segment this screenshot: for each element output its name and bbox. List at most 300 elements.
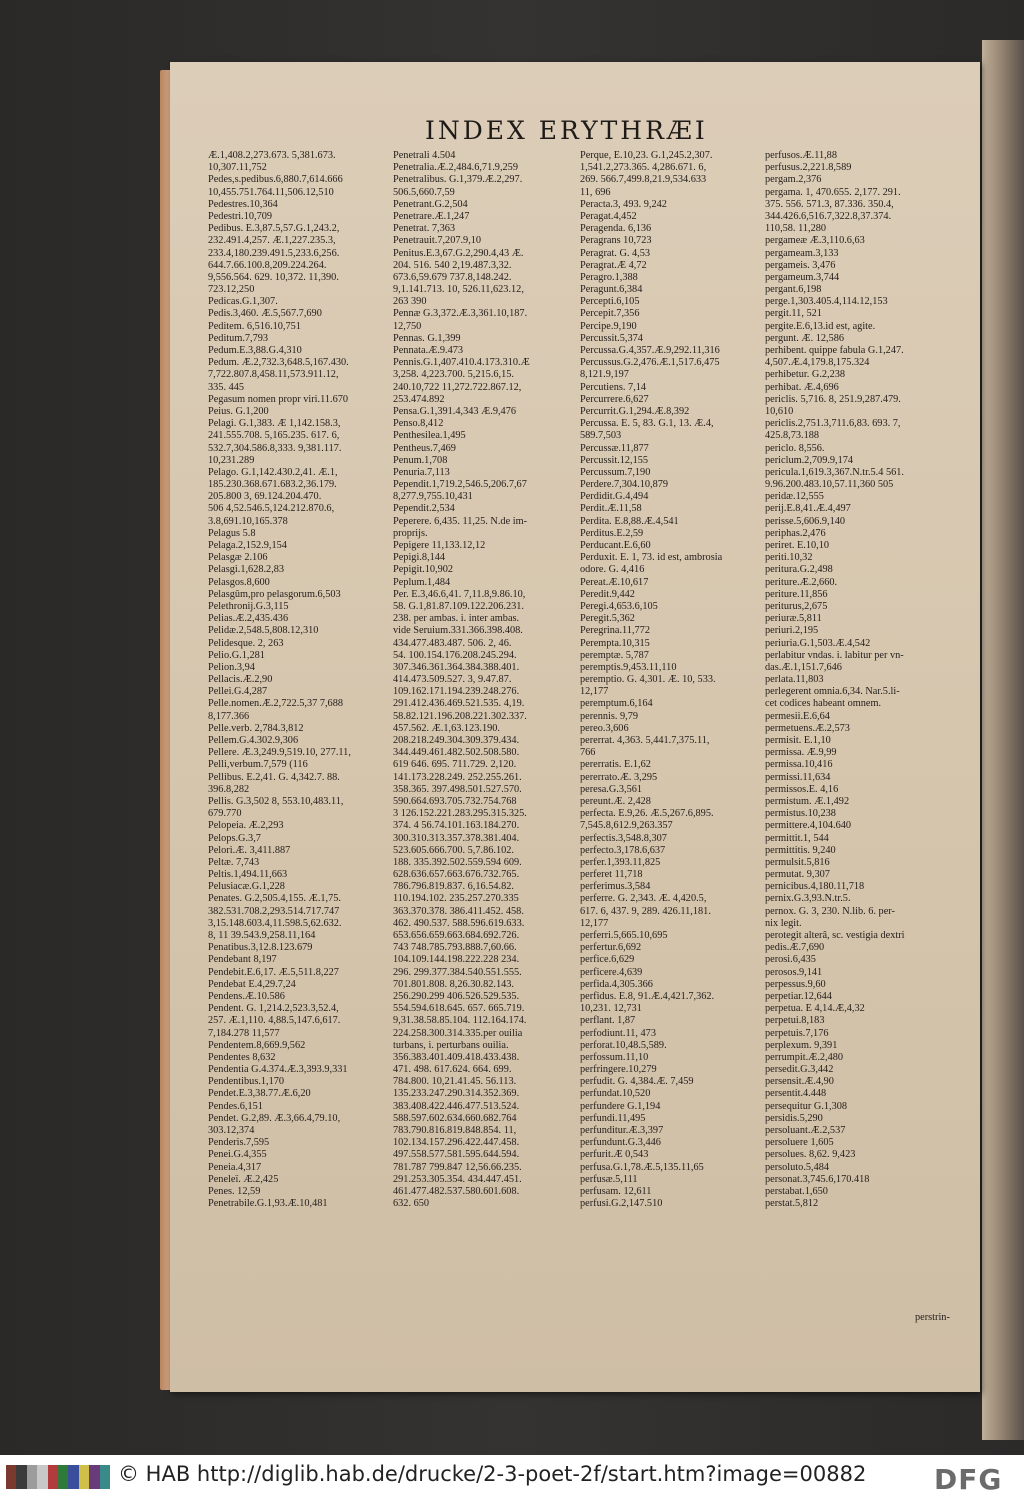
index-entry: perfringere.10,279 bbox=[580, 1064, 657, 1076]
index-entry: Pereat.Æ.10,617 bbox=[580, 576, 649, 588]
index-entry: pereo.3,606 bbox=[580, 722, 629, 734]
index-entry: Pependit.1,719.2,546.5,206.7,67 bbox=[393, 479, 527, 491]
index-entry: 588.597.602.634.660.682.764 bbox=[393, 1112, 517, 1124]
index-entry: Pelaga.2,152.9,154 bbox=[208, 540, 287, 551]
index-entry: 204. 516. 540 2,19.487.3,32. bbox=[393, 259, 512, 271]
index-entry: 224.258.300.314.335.per ouilia bbox=[393, 1027, 523, 1039]
color-swatch bbox=[48, 1465, 58, 1489]
index-entry: perferet 11,718 bbox=[580, 869, 643, 881]
index-entry: periuræ.5,811 bbox=[765, 613, 822, 625]
index-entry: perlata.11,803 bbox=[765, 674, 824, 686]
index-entry: perfundunt.G.3,446 bbox=[580, 1137, 661, 1149]
index-entry: 783.790.816.819.848.854. 11, bbox=[393, 1125, 517, 1136]
index-entry: Perque, E.10,23. G.1,245.2,307. bbox=[580, 150, 713, 161]
index-entry: peremptum.6,164 bbox=[580, 698, 653, 710]
index-entry: Pedibus. E.3,87.5,57.G.1,243.2, bbox=[208, 223, 340, 235]
index-entry: 11, 696 bbox=[580, 186, 611, 198]
index-entry: Pendebant 8,197 bbox=[208, 954, 277, 966]
index-entry: persentit.4.448 bbox=[765, 1088, 827, 1100]
color-swatch bbox=[79, 1465, 89, 1489]
index-entry: Peius. G.1,200 bbox=[208, 405, 269, 417]
index-entry: 185.230.368.671.683.2,36.179. bbox=[208, 479, 337, 491]
index-entry: Pelasgûm,pro pelasgorum.6,503 bbox=[208, 588, 341, 600]
index-entry: Pelidesque. 2, 263 bbox=[208, 637, 284, 649]
index-entry: Pelidæ.2,548.5,808.12,310 bbox=[208, 625, 319, 637]
index-entry: 425.8,73.188 bbox=[765, 430, 820, 442]
index-entry: 3,15.148.603.4,11.598.5,62.632. bbox=[208, 917, 342, 929]
index-entry: Pelagi. G.1,383. Æ 1,142.158.3, bbox=[208, 418, 341, 430]
index-entry: pergameis. 3,476 bbox=[765, 259, 836, 271]
index-entry: Pendet. G.2,89. Æ.3,66.4,79.10, bbox=[208, 1112, 341, 1124]
index-entry: Pedicas.G.1,307. bbox=[208, 296, 278, 308]
index-entry: Pelopeia. Æ.2,293 bbox=[208, 820, 284, 832]
index-entry: 644.7.66.100.8,209.224.264. bbox=[208, 259, 327, 271]
index-entry: pererrato.Æ. 3,295 bbox=[580, 771, 658, 783]
index-entry: periuri.2,195 bbox=[765, 625, 819, 637]
index-entry: 628.636.657.663.676.732.765. bbox=[393, 869, 520, 881]
index-entry: pergunt. Æ. 12,586 bbox=[765, 332, 845, 344]
index-entry: Pendentes 8,632 bbox=[208, 1051, 276, 1063]
index-entry: Percussit.12,155 bbox=[580, 454, 649, 466]
index-entry: perpetua. E 4,14.Æ,4,32 bbox=[765, 1003, 865, 1015]
index-entry: Pedestri.10,709 bbox=[208, 210, 273, 222]
index-entry: perlegerent omnia.6,34. Nar.5.li- bbox=[765, 686, 900, 698]
index-entry: 619 646. 695. 711.729. 2,120. bbox=[393, 759, 517, 771]
index-entry: 673.6,59.679 737.8,148.242. bbox=[393, 271, 512, 283]
index-entry: 414.473.509.527. 3, 9.47.87. bbox=[393, 674, 512, 686]
index-entry: Peragrat. G. 4,53 bbox=[580, 247, 651, 259]
index-entry: Peditum.7,793 bbox=[208, 332, 269, 344]
index-entry: 291.253.305.354. 434.447.451. bbox=[393, 1173, 522, 1185]
dfg-logo: DFG bbox=[934, 1463, 1003, 1496]
index-column-3 bbox=[580, 150, 762, 1210]
index-entry: Pegasum nomen propr viri.11.670 bbox=[208, 393, 349, 405]
index-entry: Penetralia.Æ.2,484.6,71.9,259 bbox=[393, 162, 518, 174]
index-entry: 104.109.144.198.222.228 234. bbox=[393, 954, 520, 966]
index-entry: Peragro.1,388 bbox=[580, 271, 638, 283]
index-entry: 506.5,660.7,59 bbox=[393, 186, 455, 198]
index-entry: peremptæ. 5,787 bbox=[580, 649, 649, 661]
index-entry: peritura.G.2,498 bbox=[765, 564, 833, 576]
index-entry: 701.801.808. 8,26.30.82.143. bbox=[393, 978, 514, 990]
running-head: INDEX ERYTHRÆI bbox=[425, 116, 708, 145]
index-entry: 786.796.819.837. 6,16.54.82. bbox=[393, 881, 514, 893]
index-entry: pereunt.Æ. 2,428 bbox=[580, 795, 651, 807]
index-entry: pererratis. E.1,62 bbox=[580, 759, 651, 771]
index-entry: Pelethronij.G.3,115 bbox=[208, 600, 289, 612]
index-entry: perferre. G. 2,343. Æ. 4,420.5, bbox=[580, 893, 707, 905]
index-entry: periret. E.10,10 bbox=[765, 540, 830, 551]
index-entry: Penetrali 4.504 bbox=[393, 150, 456, 161]
index-entry: perfudit. G. 4,384.Æ. 7,459 bbox=[580, 1076, 694, 1088]
index-entry: Pensa.G.1,391.4,343 Æ.9,476 bbox=[393, 405, 516, 417]
index-entry: 3,258. 4,223.700. 5,215.6,15. bbox=[393, 369, 514, 381]
index-entry: perfurit.Æ 0,543 bbox=[580, 1149, 649, 1161]
index-entry: perfecta. E.9,26. Æ.5,267.6,895. bbox=[580, 808, 714, 820]
index-entry: 303.12,374 bbox=[208, 1125, 255, 1136]
index-entry: Pendentibus.1,170 bbox=[208, 1076, 285, 1088]
index-entry: Percepti.6,105 bbox=[580, 296, 640, 308]
index-entry: 471. 498. 617.624. 664. 699. bbox=[393, 1064, 512, 1076]
index-entry: 589.7,503 bbox=[580, 430, 622, 442]
index-entry: Percussit.5,374 bbox=[580, 332, 643, 344]
index-entry: Pendebat E.4,29.7,24 bbox=[208, 978, 296, 990]
index-entry: Percussum.7,190 bbox=[580, 466, 651, 478]
index-entry: peremptio. G. 4,301. Æ. 10, 533. bbox=[580, 674, 716, 686]
index-entry: turbans, i. perturbans ouilia. bbox=[393, 1039, 509, 1051]
index-entry: Penum.1,708 bbox=[393, 454, 448, 466]
index-entry: Percurrit.G.1,294.Æ.8,392 bbox=[580, 405, 690, 417]
index-entry: pergameam.3,133 bbox=[765, 247, 839, 259]
index-entry: perfusæ.5,111 bbox=[580, 1173, 638, 1185]
index-entry: 12,177 bbox=[580, 686, 609, 698]
index-entry: 296. 299.377.384.540.551.555. bbox=[393, 966, 522, 978]
index-entry: persoluere 1,605 bbox=[765, 1137, 834, 1149]
index-entry: Penso.8,412 bbox=[393, 418, 444, 430]
index-entry: permulsit.5,816 bbox=[765, 856, 830, 868]
index-entry: Pelasgæ 2.106 bbox=[208, 552, 268, 564]
index-entry: perennis. 9,79 bbox=[580, 710, 639, 722]
index-entry: 10,610 bbox=[765, 405, 794, 417]
index-entry: Pelle.nomen.Æ.2,722.5,37 7,688 bbox=[208, 698, 343, 710]
index-entry: 269. 566.7,499.8,21.9,534.633 bbox=[580, 174, 707, 186]
color-swatch bbox=[37, 1465, 47, 1489]
index-entry: Percutiens. 7,14 bbox=[580, 381, 647, 393]
index-entry: vide Seruium.331.366.398.408. bbox=[393, 625, 523, 637]
index-entry: permutat. 9,307 bbox=[765, 869, 830, 881]
index-entry: Pendet.E.3,38.77.Æ.6,20 bbox=[208, 1088, 311, 1100]
index-entry: 506 4,52.546.5,124.212.870.6, bbox=[208, 503, 335, 515]
index-entry: Pendentem.8,669.9,562 bbox=[208, 1039, 306, 1051]
index-entry: Pelli,verbum.7,579 (116 bbox=[208, 759, 308, 771]
index-entry: perlabitur vndas. i. labitur per vn- bbox=[765, 649, 904, 661]
index-entry: 8, 11 39.543.9,258.11,164 bbox=[208, 930, 316, 941]
index-entry: perpetiar.12,644 bbox=[765, 990, 832, 1002]
index-entry: Percepit.7,356 bbox=[580, 308, 640, 320]
index-entry: 590.664.693.705.732.754.768 bbox=[393, 795, 517, 807]
index-entry: Penetrabile.G.1,93.Æ.10,481 bbox=[208, 1198, 328, 1210]
index-entry: periphas.2,476 bbox=[765, 527, 826, 539]
index-entry: Per. E.3,46.6,41. 7,11.8,9.86.10, bbox=[393, 588, 526, 600]
index-entry: 8,121.9,197 bbox=[580, 369, 629, 381]
index-entry: perfusa.G.1,78.Æ.5,135.11,65 bbox=[580, 1161, 704, 1173]
index-entry: perferri.5,665.10,695 bbox=[580, 930, 668, 941]
index-entry: perfertur.6,692 bbox=[580, 942, 642, 954]
index-entry: Penatibus.3,12.8.123.679 bbox=[208, 942, 313, 954]
index-entry: periture.Æ.2,660. bbox=[765, 576, 838, 588]
index-entry: Perdita. E.8,88.Æ.4,541 bbox=[580, 515, 679, 527]
index-column-1 bbox=[208, 150, 388, 1210]
index-entry: perosi.6,435 bbox=[765, 954, 816, 966]
index-column-4 bbox=[765, 150, 961, 1210]
index-entry: perfectis.3,548.8,307 bbox=[580, 832, 667, 844]
adjacent-page-edge bbox=[982, 40, 1024, 1440]
index-entry: permissa.10,416 bbox=[765, 759, 833, 771]
index-entry: Pelops.G.3,7 bbox=[208, 832, 261, 844]
index-entry: permissa. Æ.9,99 bbox=[765, 747, 837, 759]
index-entry: pererrat. 4,363. 5,441.7,375.11, bbox=[580, 735, 710, 746]
index-entry: Pellei.G.4,287 bbox=[208, 686, 268, 698]
index-entry: pergam.2,376 bbox=[765, 174, 822, 186]
index-entry: perfida.4,305.366 bbox=[580, 978, 653, 990]
index-entry: 110,58. 11,280 bbox=[765, 223, 827, 235]
index-entry: Penetralibus. G.1,379.Æ.2,297. bbox=[393, 174, 523, 186]
index-entry: 109.162.171.194.239.248.276. bbox=[393, 686, 520, 698]
index-entry: Pellere. Æ.3,249.9,519.10, 277.11, bbox=[208, 747, 351, 759]
index-entry: 300.310.313.357.378.381.404. bbox=[393, 832, 520, 844]
copyright-url[interactable]: © HAB http://diglib.hab.de/drucke/2-3-poet-2f/start.htm?image=00882 bbox=[118, 1462, 867, 1486]
index-entry: Pelasgos.8,600 bbox=[208, 576, 270, 588]
index-entry: Peracta.3, 493. 9,242 bbox=[580, 198, 667, 210]
index-entry: 781.787 799.847 12,56.66.235. bbox=[393, 1161, 522, 1173]
index-entry: pernix.G.3,93.N.tr.5. bbox=[765, 893, 851, 905]
index-entry: periclum.2,709.9,174 bbox=[765, 454, 854, 466]
index-entry: persequitur G.1,308 bbox=[765, 1100, 848, 1112]
index-entry: 12,750 bbox=[393, 320, 422, 332]
index-entry: 7,545.8,612.9,263.357 bbox=[580, 820, 673, 832]
index-entry: Peredit.9,442 bbox=[580, 588, 635, 600]
index-entry: 8,277.9,755.10,431 bbox=[393, 491, 473, 503]
index-entry: Peplum.1,484 bbox=[393, 576, 451, 588]
index-entry: 382.531.708.2,293.514.717.747 bbox=[208, 905, 340, 917]
index-entry: perstat.5,812 bbox=[765, 1198, 819, 1210]
index-entry: Pellacis.Æ.2,90 bbox=[208, 674, 273, 686]
index-entry: 54. 100.154.176.208.245.294. bbox=[393, 649, 517, 661]
index-entry: 344.426.6,516.7,322.8,37.374. bbox=[765, 210, 892, 222]
index-entry: 241.555.708. 5,165.235. 617. 6, bbox=[208, 430, 340, 442]
index-entry: Peragrat.Æ 4,72 bbox=[580, 259, 647, 271]
index-entry: Percurrere.6,627 bbox=[580, 393, 649, 405]
index-entry: 554.594.618.645. 657. 665.719. bbox=[393, 1003, 525, 1015]
index-entry: perij.E.8,41.Æ.4,497 bbox=[765, 503, 851, 515]
index-entry: permittitis. 9,240 bbox=[765, 844, 836, 856]
index-entry: Percussa.G.4,357.Æ.9,292.11,316 bbox=[580, 345, 720, 356]
index-entry: Penetrant.G.2,504 bbox=[393, 198, 468, 210]
index-entry: periti.10,32 bbox=[765, 552, 813, 564]
index-entry: Peragat.4,452 bbox=[580, 210, 637, 222]
color-swatch bbox=[27, 1465, 37, 1489]
index-entry: Percussæ.11,877 bbox=[580, 442, 649, 454]
index-entry: Pennas. G.1,399 bbox=[393, 332, 461, 344]
index-entry: 383.408.422.446.477.513.524. bbox=[393, 1100, 520, 1112]
index-entry: pergama. 1, 470.655. 2,177. 291. bbox=[765, 186, 901, 198]
index-entry: perfossum.11,10 bbox=[580, 1051, 649, 1063]
index-entry: 9.96.200.483.10,57.11,360 505 bbox=[765, 479, 894, 491]
index-entry: 7,184.278 11,577 bbox=[208, 1027, 280, 1039]
index-entry: Perempta.10,315 bbox=[580, 637, 650, 649]
index-entry: Peregrina.11,772 bbox=[580, 625, 650, 637]
index-entry: pergameum.3,744 bbox=[765, 271, 840, 283]
index-entry: 12,177 bbox=[580, 917, 609, 929]
index-entry: Pennis.G.1,407.410.4.173.310.Æ bbox=[393, 357, 530, 369]
index-entry: Pelori.Æ. 3,411.887 bbox=[208, 844, 291, 856]
index-entry: Penetrat. 7,363 bbox=[393, 223, 456, 235]
index-entry: Pedes,s.pedibus.6,880.7,614.666 bbox=[208, 174, 343, 186]
index-entry: Pependit.2,534 bbox=[393, 503, 455, 515]
index-entry: pergite.E.6,13.id est, agite. bbox=[765, 320, 876, 332]
index-entry: persoluant.Æ.2,537 bbox=[765, 1125, 846, 1136]
index-entry: 457.562. Æ.1,63.123.190. bbox=[393, 722, 500, 734]
index-entry: Pelion.3,94 bbox=[208, 661, 255, 673]
index-entry: permesii.E.6,64 bbox=[765, 710, 830, 722]
color-swatch bbox=[6, 1465, 16, 1489]
index-entry: perfundere G.1,194 bbox=[580, 1100, 661, 1112]
index-entry: Pendebit.E.6,17. Æ.5,511.8,227 bbox=[208, 966, 339, 978]
index-entry: Penetrauit.7,207.9,10 bbox=[393, 235, 482, 247]
index-entry: das.Æ.1,151.7,646 bbox=[765, 661, 842, 673]
index-entry: perfer.1,393.11,825 bbox=[580, 856, 661, 868]
index-entry: Pelasgi.1,628.2,83 bbox=[208, 564, 285, 576]
index-entry: Pedis.3,460. Æ.5,567.7,690 bbox=[208, 308, 322, 320]
index-entry: perfundi.11,495 bbox=[580, 1112, 646, 1124]
index-entry: Pelio.G.1,281 bbox=[208, 649, 265, 661]
index-entry: Æ.1,408.2,273.673. 5,381.673. bbox=[208, 150, 336, 161]
index-entry: 257. Æ.1,110. 4,88.5,147.6,617. bbox=[208, 1015, 341, 1027]
index-entry: Percussus.G.2,476.Æ.1,517.6,475 bbox=[580, 357, 720, 369]
index-entry: 396.8,282 bbox=[208, 783, 250, 795]
index-entry: 784.800. 10,21.41.45. 56.113. bbox=[393, 1076, 517, 1088]
index-entry: 632. 650 bbox=[393, 1198, 430, 1210]
index-entry: Pendent. G. 1,214.2,523.3,52.4, bbox=[208, 1003, 339, 1015]
index-entry: perfusi.G.2,147.510 bbox=[580, 1198, 663, 1210]
index-entry: periturus,2,675 bbox=[765, 600, 828, 612]
index-entry: perfusam. 12,611 bbox=[580, 1185, 652, 1197]
index-entry: Penes. 12,59 bbox=[208, 1185, 261, 1197]
color-swatch bbox=[16, 1465, 26, 1489]
index-entry: Penetrare.Æ.1,247 bbox=[393, 210, 470, 222]
index-entry: perrumpit.Æ.2,480 bbox=[765, 1051, 844, 1063]
index-entry: Penuria.7,113 bbox=[393, 466, 450, 478]
index-entry: Penderis.7,595 bbox=[208, 1137, 270, 1149]
index-entry: Peregi.4,653.6,105 bbox=[580, 600, 658, 612]
index-entry: 263 390 bbox=[393, 296, 427, 308]
index-entry: Penei.G.4,355 bbox=[208, 1149, 267, 1161]
index-entry: peremptis.9,453.11,110 bbox=[580, 661, 677, 673]
index-entry: 9,31.38.58.85.104. 112.164.174. bbox=[393, 1015, 527, 1027]
index-entry: 208.218.249.304.309.379.434. bbox=[393, 735, 520, 746]
index-entry: Pedum.E.3,88.G.4,310 bbox=[208, 345, 302, 356]
index-entry: perfice.6,629 bbox=[580, 954, 635, 966]
index-entry: perfusus.2,221.8,589 bbox=[765, 162, 852, 174]
index-entry: Pepigi.8,144 bbox=[393, 552, 446, 564]
index-entry: Pedestres.10,364 bbox=[208, 198, 278, 210]
index-entry: peridæ.12,555 bbox=[765, 491, 824, 503]
index-entry: perflant. 1,87 bbox=[580, 1015, 636, 1027]
index-entry: periture.11,856 bbox=[765, 588, 828, 600]
index-entry: 497.558.577.581.595.644.594. bbox=[393, 1149, 520, 1161]
index-entry: 188. 335.392.502.559.594 609. bbox=[393, 856, 522, 868]
index-entry: perhibent. quippe fabula G.1,247. bbox=[765, 345, 904, 356]
index-entry: perfundat.10,520 bbox=[580, 1088, 651, 1100]
index-entry: cet codices habeant omnem. bbox=[765, 698, 882, 710]
index-entry: 375. 556. 571.3, 87.336. 350.4, bbox=[765, 198, 894, 210]
index-entry: Pendens.Æ.10.586 bbox=[208, 990, 285, 1002]
index-entry: pergit.11, 521 bbox=[765, 308, 822, 320]
index-entry: Peltæ. 7,743 bbox=[208, 856, 260, 868]
index-entry: perhibat. Æ.4,696 bbox=[765, 381, 839, 393]
index-entry: pedis.Æ.7,690 bbox=[765, 942, 825, 954]
index-entry: perosos.9,141 bbox=[765, 966, 823, 978]
index-column-2 bbox=[393, 150, 579, 1210]
index-entry: 253.474.892 bbox=[393, 393, 445, 405]
index-entry: permistum. Æ.1,492 bbox=[765, 795, 850, 807]
index-entry: Pepigere 11,133.12,12 bbox=[393, 540, 486, 551]
index-entry: Pedum. Æ.2,732.3,648.5,167.430. bbox=[208, 357, 349, 369]
index-entry: permisit. E.1,10 bbox=[765, 735, 831, 746]
index-entry: personat.3,745.6,170.418 bbox=[765, 1173, 870, 1185]
index-entry: permistus.10,238 bbox=[765, 808, 836, 820]
index-entry: 679.770 bbox=[208, 808, 242, 820]
index-entry: Pelusiacæ.G.1,228 bbox=[208, 881, 285, 893]
index-entry: 256.290.299 406.526.529.535. bbox=[393, 990, 520, 1002]
color-swatch bbox=[100, 1465, 110, 1489]
index-entry: Pelago. G.1,142.430.2,41. Æ.1, bbox=[208, 466, 338, 478]
index-entry: perpetui.8,183 bbox=[765, 1015, 825, 1027]
index-entry: Peragrans 10,723 bbox=[580, 235, 652, 247]
index-entry: perfusos.Æ.11,88 bbox=[765, 150, 837, 161]
index-entry: pernicibus.4,180.11,718 bbox=[765, 881, 865, 893]
index-entry: 617. 6, 437. 9, 289. 426.11,181. bbox=[580, 905, 711, 917]
index-entry: 766 bbox=[580, 747, 596, 759]
index-entry: 653.656.659.663.684.692.726. bbox=[393, 930, 520, 941]
index-entry: permittere.4,104.640 bbox=[765, 820, 852, 832]
index-entry: perge.1,303.405.4,114.12,153 bbox=[765, 296, 888, 308]
color-calibration-bar bbox=[6, 1465, 110, 1489]
index-entry: Peditem. 6,516.10,751 bbox=[208, 320, 301, 332]
index-entry: 523.605.666.700. 5,7.86.102. bbox=[393, 844, 514, 856]
index-entry: Penates. G.2,505.4,155. Æ.1,75. bbox=[208, 893, 341, 905]
index-entry: pernox. G. 3, 230. N.lib. 6. per- bbox=[765, 905, 895, 917]
index-entry: periclis.2,751.3,711.6,83. 693. 7, bbox=[765, 418, 901, 430]
catchword: perstrin- bbox=[915, 1312, 950, 1323]
index-entry: Pendes.6,151 bbox=[208, 1100, 263, 1112]
index-entry: perficere.4,639 bbox=[580, 966, 643, 978]
index-entry: 307.346.361.364.384.388.401. bbox=[393, 661, 520, 673]
index-entry: 358.365. 397.498.501.527.570. bbox=[393, 783, 522, 795]
index-entry: 58.82.121.196.208.221.302.337. bbox=[393, 710, 527, 722]
index-entry: Peneleï. Æ.2,425 bbox=[208, 1173, 279, 1185]
index-entry: Perduxit. E. 1, 73. id est, ambrosia bbox=[580, 552, 723, 564]
index-entry: 374. 4 56.74.101.163.184.270. bbox=[393, 820, 520, 832]
index-entry: 4,507.Æ.4,179.8,175.324 bbox=[765, 357, 870, 369]
index-entry: periclo. 8,556. bbox=[765, 442, 825, 454]
index-entry: perfecto.3,178.6,637 bbox=[580, 844, 666, 856]
index-entry: perhibetur. G.2,238 bbox=[765, 369, 846, 381]
index-entry: perfidus. E.8, 91.Æ.4,421.7,362. bbox=[580, 990, 715, 1002]
index-entry: pericula.1,619.3,367.N.tr.5.4 561. bbox=[765, 466, 904, 478]
index-entry: perpessus.9,60 bbox=[765, 978, 826, 990]
index-entry: persidis.5,290 bbox=[765, 1112, 823, 1124]
index-entry: 743 748.785.793.888.7,60.66. bbox=[393, 942, 517, 954]
index-entry: 58. G.1,81.87.109.122.206.231. bbox=[393, 600, 524, 612]
index-entry: Percipe.9,190 bbox=[580, 320, 637, 332]
index-entry: persoluto.5,484 bbox=[765, 1161, 830, 1173]
index-entry: 461.477.482.537.580.601.608. bbox=[393, 1185, 520, 1197]
index-entry: Pelle.verb. 2,784.3,812 bbox=[208, 722, 304, 734]
color-swatch bbox=[68, 1465, 78, 1489]
index-entry: 9,1.141.713. 10, 526.11,623.12, bbox=[393, 284, 524, 296]
index-entry: 232.491.4,257. Æ.1,227.235.3, bbox=[208, 235, 336, 247]
index-entry: Perdidit.G.4,494 bbox=[580, 491, 649, 503]
index-entry: 10,231. 12,731 bbox=[580, 1003, 642, 1015]
index-entry: proprijs. bbox=[393, 527, 428, 539]
index-entry: 723.12,250 bbox=[208, 284, 255, 296]
index-entry: 10,231.289 bbox=[208, 454, 255, 466]
index-entry: persolues. 8,62. 9,423 bbox=[765, 1149, 856, 1161]
index-entry: 7,722.807.8,458.11,573.911.12, bbox=[208, 369, 339, 381]
index-entry: persensit.Æ.4,90 bbox=[765, 1076, 834, 1088]
index-entry: permissi.11,634 bbox=[765, 771, 831, 783]
